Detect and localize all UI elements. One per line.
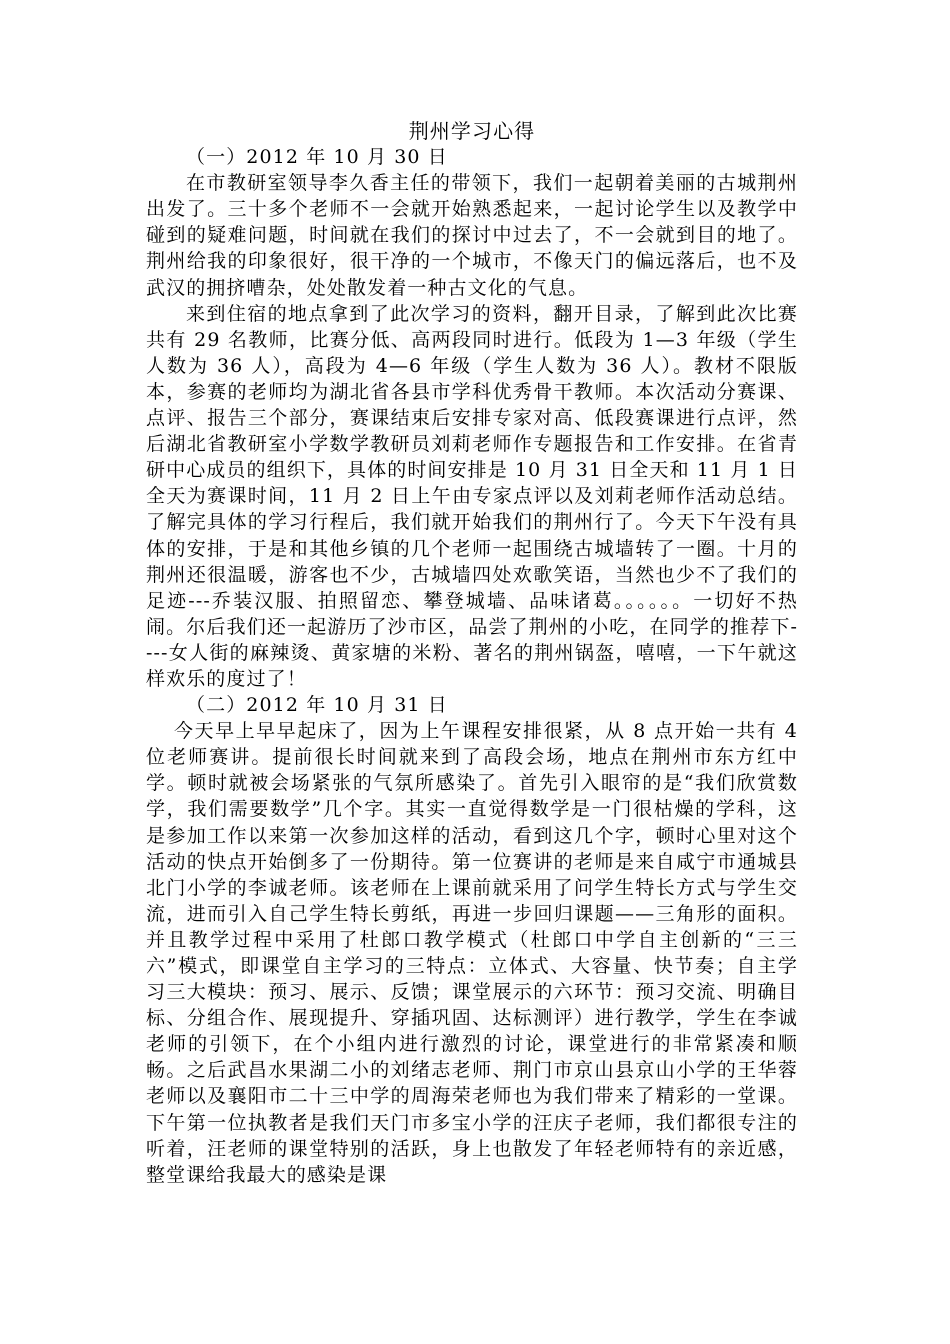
document-page <box>146 118 798 1188</box>
section-2-paragraph-1: 今天早上早早起床了，因为上午课程安排很紧，从 8 点开始一共有 4 位老师赛讲。提前很长时间就来到了高段会场，地点在荆州市东方红中学。顿时就被会场紧张的气氛所感染了。首先引入眼帘的是“我们欣赏数学，我们需要数学”几个字。其实一直觉得数学是一门很枯燥的学科，这是参加工作以来第一次参加这样的活动，看到这几个字，顿时心里对这个活动的快点开始倒多了一份期待。第一位赛讲的老师是来自咸宁市通城县北门小学的李诚老师。该老师在上课前就采用了问学生特长方式与学生交流，进而引入自己学生特长剪纸，再进一步回归课题——三角形的面积。并且教学过程中采用了杜郎口教学模式（杜郎口中学自主创新的“三三六”模式，即课堂自主学习的三特点：立体式、大容量、快节奏；自主学习三大模块：预习、展示、反馈；课堂展示的六环节：预习交流、明确目标、分组合作、展现提升、穿插巩固、达标测评）进行教学，学生在李诚老师的引领下，在个小组内进行激烈的讨论，课堂进行的非常紧凑和顺畅。之后武昌水果湖二小的刘绪志老师、荆门市京山县京山小学的王华蓉老师以及襄阳市二十三中学的周海荣老师也为我们带来了精彩的一堂课。下午第一位执教者是我们天门市多宝小学的汪庆子老师，我们都很专注的听着，汪老师的课堂特别的活跃，身上也散发了年轻老师特有的亲近感，整堂课给我最大的感染是课 <box>146 720 798 1186</box>
section-1-paragraph-2: 来到住宿的地点拿到了此次学习的资料，翻开目录，了解到此次比赛共有 29 名教师，比赛分低、高两段同时进行。低段为 1—3 年级（学生人数为 36 人），高段为 4—6 年级（学生人数为 36 人）。教材不限版本，参赛的老师均为湖北省各县市学科优秀骨干教师。本次活动分赛课、点评、报告三个部分，赛课结束后安排专家对高、低段赛课进行点评，然后湖北省教研室小学数学教研员刘莉老师作专题报告和工作安排。在省青研中心成员的组织下，具体的时间安排是 10 月 31 日全天和 11 月 1 日全天为赛课时间，11 月 2 日上午由专家点评以及刘莉老师作活动总结。了解完具体的学习行程后，我们就开始我们的荆州行了。今天下午没有具体的安排，于是和其他乡镇的几个老师一起围绕古城墙转了一圈。十月的荆州还很温暖，游客也不少，古城墙四处欢歌笑语，当然也少不了我们的足迹---乔装汉服、拍照留恋、攀登城墙、品味诸葛。。。。。。一切好不热闹。尔后我们还一起游历了沙市区，品尝了荆州的小吃，在同学的推荐下----女人街的麻辣烫、黄家塘的米粉、著名的荆州锅盔，嘻嘻，一下午就这样欢乐的度过了！ <box>146 302 798 690</box>
section-1-paragraph-1: 在市教研室领导李久香主任的带领下，我们一起朝着美丽的古城荆州出发了。三十多个老师不一会就开始熟悉起来，一起讨论学生以及教学中碰到的疑难问题，时间就在我们的探讨中过去了，不一会就到目的地了。荆州给我的印象很好，很干净的一个城市，不像天门的偏远落后，也不及武汉的拥挤嘈杂，处处散发着一种古文化的气息。 <box>146 172 798 299</box>
section-1-heading: （一）2012 年 10 月 30 日 <box>186 146 448 169</box>
document-title: 荆州学习心得 <box>408 119 536 143</box>
section-2-heading: （二）2012 年 10 月 31 日 <box>186 694 448 717</box>
